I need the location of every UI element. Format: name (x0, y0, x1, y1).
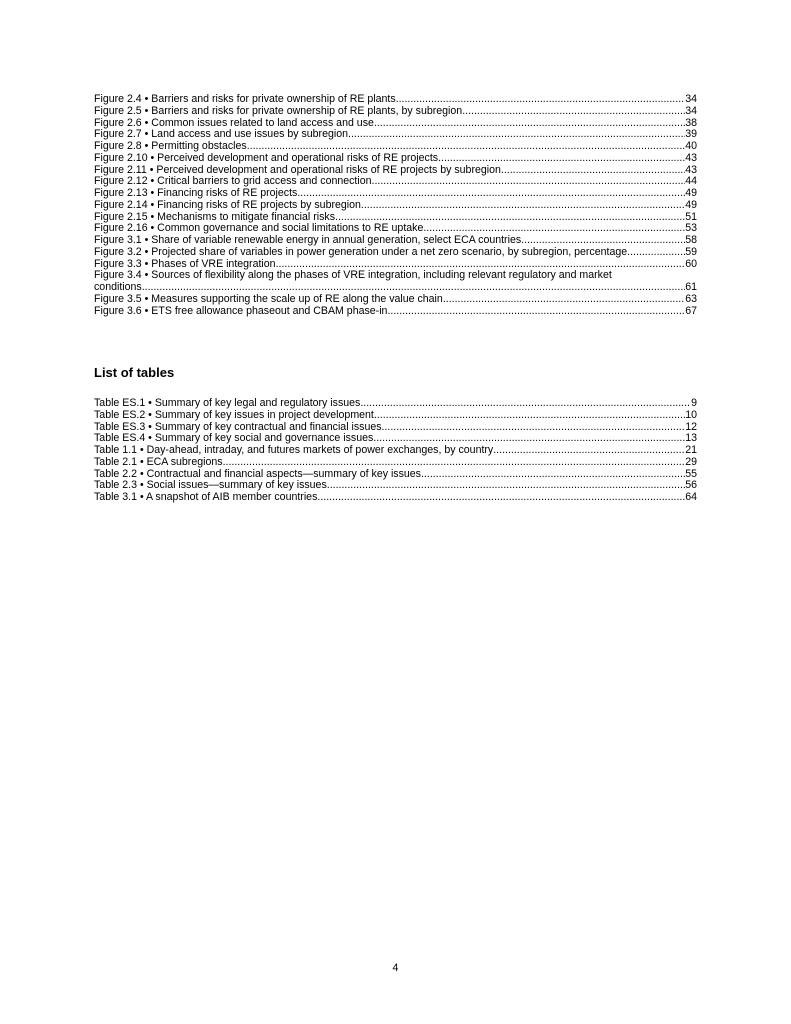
dot-leader (396, 94, 686, 106)
section-heading: List of tables (94, 365, 175, 380)
dot-leader (521, 235, 685, 247)
toc-entry-page: 43 (685, 164, 697, 176)
toc-entry-page: 13 (685, 433, 697, 445)
toc-entry-page: 34 (685, 94, 697, 105)
toc-entry[interactable] (94, 247, 697, 259)
toc-entry[interactable] (94, 398, 697, 410)
toc-entry-page: 38 (685, 117, 697, 129)
dot-leader (627, 247, 685, 259)
toc-entry-label: Figure 3.6 • ETS free allowance phaseout and CBAM phase-in (94, 305, 388, 317)
toc-entry-label: Table 3.1 • A snapshot of AIB member countries (94, 492, 318, 503)
toc-entry-label: Figure 2.6 • Common issues related to land access and use (94, 117, 374, 129)
toc-entry-label: Figure 3.5 • Measures supporting the scale up of RE along the value chain (94, 293, 443, 305)
toc-entry-label: Figure 2.10 • Perceived development and operational risks of RE projects (94, 152, 439, 164)
toc-entry-page: 51 (685, 211, 697, 223)
toc-entry-label: Figure 2.8 • Permitting obstacles (94, 141, 247, 152)
dot-leader (438, 153, 685, 165)
toc-entry-page: 21 (685, 445, 697, 456)
toc-entry-page: 55 (685, 468, 697, 480)
dot-leader (297, 188, 685, 200)
toc-entry[interactable] (94, 422, 697, 434)
toc-entry[interactable] (94, 200, 697, 212)
dot-leader (361, 200, 685, 212)
list-of-figures (94, 94, 697, 317)
toc-entry-page: 63 (685, 293, 697, 305)
toc-entry[interactable] (94, 141, 697, 153)
dot-leader (373, 433, 685, 445)
toc-entry-label: Figure 2.5 • Barriers and risks for private ownership of RE plants, by subregion (94, 105, 463, 117)
toc-entry-label: Table ES.1 • Summary of key legal and regulatory issues (94, 398, 361, 409)
toc-entry-label: Table ES.4 • Summary of key social and governance issues (94, 433, 374, 445)
toc-entry-label: Figure 2.13 • Financing risks of RE projects (94, 188, 298, 199)
dot-leader (374, 118, 685, 130)
toc-entry-label: Table 2.1 • ECA subregions (94, 456, 223, 468)
dot-leader (247, 141, 686, 153)
toc-entry-label: Figure 2.16 • Common governance and social limitations to RE uptake (94, 223, 424, 235)
toc-entry-page: 58 (685, 235, 697, 246)
toc-entry[interactable] (94, 306, 697, 318)
page-number: 4 (392, 962, 399, 974)
toc-entry[interactable] (94, 294, 697, 306)
toc-entry-page: 60 (685, 258, 697, 270)
toc-entry[interactable] (94, 165, 697, 177)
toc-entry-label: Figure 2.15 • Mechanisms to mitigate financial risks (94, 211, 335, 223)
dot-leader (462, 106, 685, 118)
toc-entry[interactable] (94, 129, 697, 141)
toc-entry-continuation (94, 282, 697, 294)
dot-leader (360, 398, 691, 410)
toc-entry-label: Figure 3.1 • Share of variable renewable energy in annual generation, select ECA countries (94, 235, 522, 246)
toc-entry-label-continued: conditions (94, 282, 142, 293)
toc-entry-page: 53 (685, 223, 697, 235)
toc-entry-label: Table 1.1 • Day-ahead, intraday, and futures markets of power exchanges, by country (94, 445, 494, 456)
toc-entry[interactable] (94, 94, 697, 106)
dot-leader (142, 282, 686, 294)
dot-leader (327, 480, 685, 492)
toc-entry-label: Table 2.3 • Social issues—summary of key issues (94, 480, 327, 492)
toc-entry-label: Table ES.2 • Summary of key issues in project development (94, 409, 374, 421)
dot-leader (335, 212, 685, 224)
toc-entry[interactable] (94, 270, 697, 294)
toc-entry-page: 61 (685, 282, 697, 293)
toc-entry-label: Figure 2.11 • Perceived development and operational risks of RE projects by subregion (94, 164, 501, 176)
list-of-tables (94, 398, 697, 504)
dot-leader (223, 457, 686, 469)
toc-entry[interactable] (94, 212, 697, 224)
toc-entry-label: Figure 2.14 • Financing risks of RE projects by subregion (94, 199, 361, 211)
toc-entry-label: Figure 3.3 • Phases of VRE integration (94, 258, 276, 270)
toc-entry-page: 49 (685, 188, 697, 199)
toc-entry[interactable] (94, 457, 697, 469)
dot-leader (372, 176, 686, 188)
toc-entry-page: 39 (685, 129, 697, 141)
dot-leader (374, 410, 685, 422)
dot-leader (348, 129, 685, 141)
toc-entry-page: 34 (685, 105, 697, 117)
toc-entry[interactable] (94, 410, 697, 422)
toc-entry[interactable] (94, 118, 697, 130)
toc-entry-label: Table ES.3 • Summary of key contractual and financial issues (94, 421, 382, 433)
toc-entry[interactable] (94, 433, 697, 445)
dot-leader (387, 306, 685, 318)
toc-entry[interactable] (94, 235, 697, 247)
dot-leader (423, 223, 685, 235)
dot-leader (382, 422, 686, 434)
toc-entry-label: Figure 3.4 • Sources of flexibility along the phases of VRE integration, including relevant regulatory and market (94, 269, 612, 282)
toc-entry-page: 56 (685, 480, 697, 492)
toc-entry-label: Figure 3.2 • Projected share of variables in power generation under a net zero scenario, by subregion, percentage (94, 246, 628, 258)
toc-entry-page: 9 (691, 398, 697, 409)
toc-entry-page: 59 (685, 246, 697, 258)
dot-leader (317, 492, 685, 504)
toc-entry[interactable] (94, 492, 697, 504)
toc-entry[interactable] (94, 106, 697, 118)
toc-entry-page: 10 (685, 409, 697, 421)
toc-entry[interactable] (94, 188, 697, 200)
toc-entry-page: 12 (685, 421, 697, 433)
dot-leader (443, 294, 685, 306)
toc-entry[interactable] (94, 176, 697, 188)
toc-entry[interactable] (94, 223, 697, 235)
dot-leader (501, 165, 685, 177)
toc-entry-page: 44 (685, 176, 697, 188)
toc-entry-label: Figure 2.12 • Critical barriers to grid access and connection (94, 176, 372, 188)
toc-entry[interactable] (94, 469, 697, 481)
toc-entry[interactable] (94, 445, 697, 457)
toc-entry-page: 43 (685, 152, 697, 164)
dot-leader (493, 445, 685, 457)
toc-entry-label: Figure 2.7 • Land access and use issues by subregion (94, 129, 348, 141)
toc-entry-page: 64 (685, 492, 697, 503)
toc-entry-label: Figure 2.4 • Barriers and risks for private ownership of RE plants (94, 94, 396, 105)
toc-entry[interactable] (94, 153, 697, 165)
toc-entry-page: 29 (685, 456, 697, 468)
toc-entry-page: 49 (685, 199, 697, 211)
toc-entry-page: 40 (685, 141, 697, 152)
toc-entry-label: Table 2.2 • Contractual and financial aspects—summary of key issues (94, 468, 421, 480)
dot-leader (421, 469, 685, 481)
toc-entry[interactable] (94, 480, 697, 492)
toc-entry-page: 67 (685, 305, 697, 317)
